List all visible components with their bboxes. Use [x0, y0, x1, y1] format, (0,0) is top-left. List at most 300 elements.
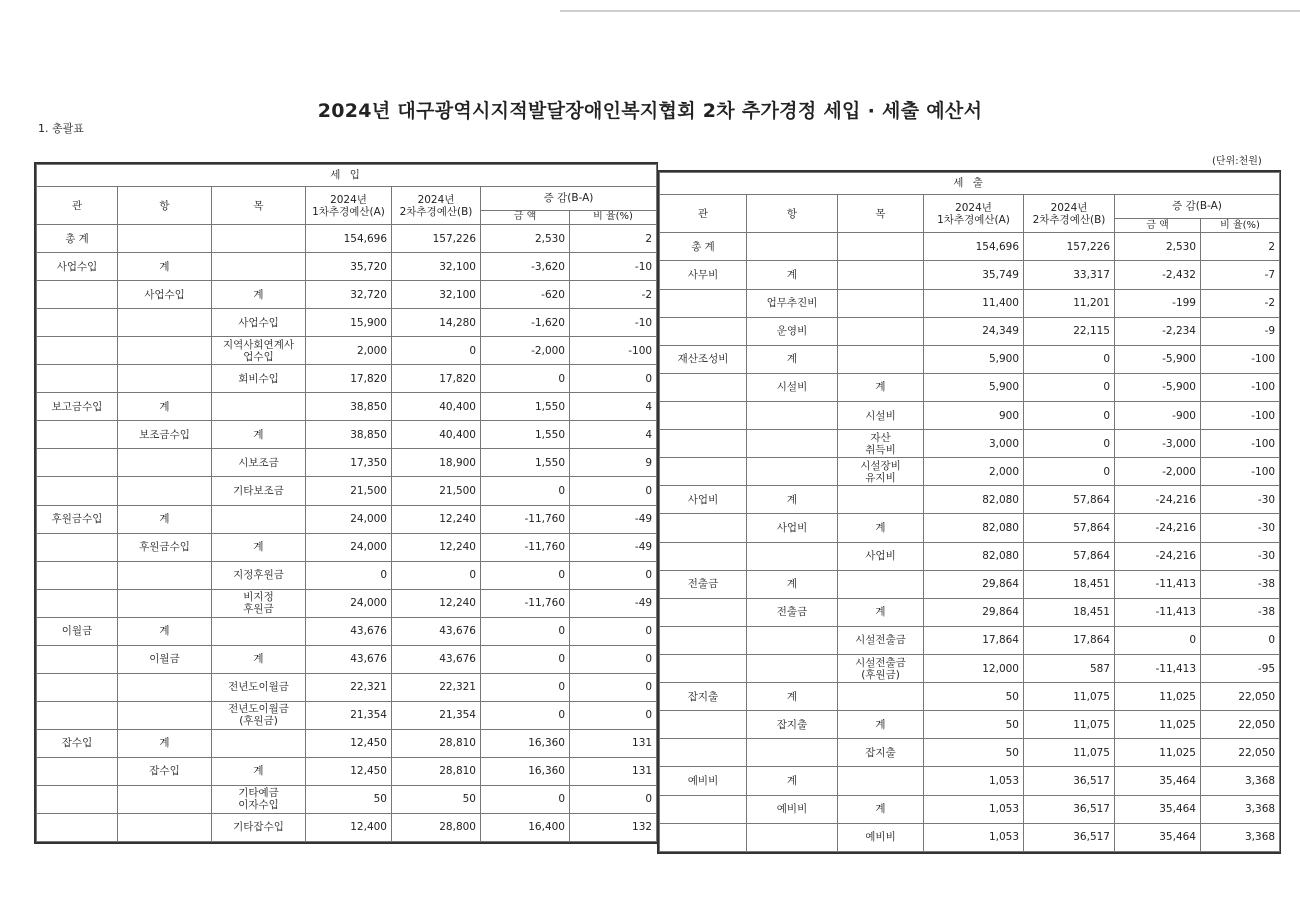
table-row — [660, 458, 1280, 486]
mok-cell: 사업비 — [838, 542, 924, 570]
budget-b-cell: 43,676 — [392, 617, 481, 645]
diff-ratio-cell: 3,368 — [1201, 795, 1280, 823]
revenue-table — [36, 164, 657, 842]
diff-ratio-cell: 131 — [570, 729, 657, 757]
table-row — [660, 486, 1280, 514]
mok-cell: 계 — [212, 757, 306, 785]
diff-ratio-cell: 22,050 — [1201, 711, 1280, 739]
gwan-cell — [37, 477, 118, 505]
diff-amount-cell: -11,413 — [1115, 598, 1201, 626]
hang-cell — [118, 813, 212, 841]
budget-b-cell: 0 — [1024, 430, 1115, 458]
hang-cell — [747, 430, 838, 458]
gwan-cell — [660, 317, 747, 345]
budget-a-cell: 3,000 — [924, 430, 1024, 458]
diff-amount-cell: -2,000 — [1115, 458, 1201, 486]
budget-b-cell: 22,115 — [1024, 317, 1115, 345]
diff-amount-cell: -1,620 — [481, 309, 570, 337]
budget-a-cell: 15,900 — [306, 309, 392, 337]
diff-amount-cell: -3,000 — [1115, 430, 1201, 458]
hang-cell — [747, 458, 838, 486]
table-row — [660, 823, 1280, 851]
diff-amount-cell: 16,400 — [481, 813, 570, 841]
col-hang: 항 — [747, 194, 838, 233]
hang-cell: 계 — [747, 767, 838, 795]
mok-cell: 시설비 — [838, 402, 924, 430]
mok-cell — [212, 393, 306, 421]
budget-b-cell: 12,240 — [392, 505, 481, 533]
diff-amount-cell: 0 — [481, 365, 570, 393]
mok-cell: 기타예금 이자수입 — [212, 785, 306, 813]
mok-cell — [838, 345, 924, 373]
hang-cell — [118, 589, 212, 617]
diff-amount-cell: 16,360 — [481, 729, 570, 757]
gwan-cell — [660, 514, 747, 542]
gwan-cell — [660, 711, 747, 739]
budget-a-cell: 35,749 — [924, 261, 1024, 289]
table-row — [37, 701, 657, 729]
budget-b-cell: 33,317 — [1024, 261, 1115, 289]
budget-a-cell: 11,400 — [924, 289, 1024, 317]
gwan-cell — [37, 281, 118, 309]
budget-a-cell: 17,820 — [306, 365, 392, 393]
mok-cell: 시설장비 유지비 — [838, 458, 924, 486]
table-row — [37, 645, 657, 673]
diff-ratio-cell: 0 — [570, 785, 657, 813]
hang-cell — [747, 626, 838, 654]
gwan-cell: 재산조성비 — [660, 345, 747, 373]
gwan-cell — [660, 289, 747, 317]
table-row — [660, 739, 1280, 767]
hang-cell: 계 — [118, 617, 212, 645]
col-amount: 금 액 — [1115, 218, 1201, 233]
diff-ratio-cell: -49 — [570, 589, 657, 617]
budget-b-cell: 12,240 — [392, 589, 481, 617]
hang-cell: 후원금수입 — [118, 533, 212, 561]
budget-b-cell: 32,100 — [392, 281, 481, 309]
hang-cell: 계 — [747, 683, 838, 711]
mok-cell: 기타잡수입 — [212, 813, 306, 841]
diff-amount-cell: -11,760 — [481, 505, 570, 533]
diff-amount-cell: 0 — [481, 477, 570, 505]
mok-cell: 전년도이월금 — [212, 673, 306, 701]
hang-cell: 계 — [118, 729, 212, 757]
col-budget-b: 2024년 2차추경예산(B) — [392, 186, 481, 224]
budget-a-cell: 0 — [306, 561, 392, 589]
budget-b-cell: 0 — [1024, 458, 1115, 486]
diff-amount-cell: -199 — [1115, 289, 1201, 317]
hang-cell — [118, 337, 212, 365]
table-row — [37, 785, 657, 813]
diff-ratio-cell: -95 — [1201, 655, 1280, 683]
diff-amount-cell: 0 — [481, 701, 570, 729]
col-gwan: 관 — [37, 186, 118, 224]
table-row — [37, 421, 657, 449]
col-budget-a: 2024년 1차추경예산(A) — [306, 186, 392, 224]
diff-ratio-cell: -30 — [1201, 486, 1280, 514]
mok-cell — [212, 225, 306, 253]
table-row — [660, 683, 1280, 711]
hang-cell — [118, 225, 212, 253]
section-heading: 1. 총괄표 — [38, 122, 84, 135]
diff-amount-cell: -11,413 — [1115, 655, 1201, 683]
table-row — [37, 393, 657, 421]
budget-a-cell: 32,720 — [306, 281, 392, 309]
budget-a-cell: 38,850 — [306, 393, 392, 421]
gwan-cell: 보고금수입 — [37, 393, 118, 421]
budget-a-cell: 21,500 — [306, 477, 392, 505]
table-row — [660, 430, 1280, 458]
gwan-cell — [37, 589, 118, 617]
hang-cell: 업무추진비 — [747, 289, 838, 317]
budget-b-cell: 14,280 — [392, 309, 481, 337]
gwan-cell — [660, 655, 747, 683]
hang-cell: 계 — [118, 393, 212, 421]
diff-amount-cell: -11,760 — [481, 589, 570, 617]
table-row — [660, 289, 1280, 317]
mok-cell — [212, 617, 306, 645]
budget-b-cell: 57,864 — [1024, 542, 1115, 570]
mok-cell — [838, 570, 924, 598]
budget-b-cell: 0 — [392, 561, 481, 589]
hang-cell — [118, 561, 212, 589]
table-row — [660, 233, 1280, 261]
table-row — [37, 365, 657, 393]
budget-b-cell: 0 — [1024, 345, 1115, 373]
diff-ratio-cell: -2 — [1201, 289, 1280, 317]
budget-a-cell: 154,696 — [306, 225, 392, 253]
diff-amount-cell: -11,760 — [481, 533, 570, 561]
budget-a-cell: 43,676 — [306, 645, 392, 673]
budget-b-cell: 11,075 — [1024, 739, 1115, 767]
budget-b-cell: 28,810 — [392, 729, 481, 757]
gwan-cell — [660, 598, 747, 626]
table-row — [37, 729, 657, 757]
budget-b-cell: 11,201 — [1024, 289, 1115, 317]
diff-amount-cell: 16,360 — [481, 757, 570, 785]
budget-b-cell: 40,400 — [392, 421, 481, 449]
budget-a-cell: 5,900 — [924, 345, 1024, 373]
budget-b-cell: 157,226 — [1024, 233, 1115, 261]
diff-ratio-cell: 4 — [570, 421, 657, 449]
budget-b-cell: 12,240 — [392, 533, 481, 561]
budget-a-cell: 2,000 — [924, 458, 1024, 486]
budget-b-cell: 28,800 — [392, 813, 481, 841]
diff-ratio-cell: -38 — [1201, 598, 1280, 626]
diff-amount-cell: 0 — [481, 785, 570, 813]
hang-cell: 사업비 — [747, 514, 838, 542]
col-gwan: 관 — [660, 194, 747, 233]
expense-table — [659, 172, 1280, 852]
hang-cell — [118, 449, 212, 477]
hang-cell: 계 — [118, 505, 212, 533]
hang-cell — [118, 673, 212, 701]
mok-cell — [212, 505, 306, 533]
table-row — [37, 253, 657, 281]
budget-b-cell: 57,864 — [1024, 514, 1115, 542]
col-amount: 금 액 — [481, 210, 570, 225]
diff-ratio-cell: 0 — [570, 645, 657, 673]
gwan-cell — [37, 365, 118, 393]
diff-ratio-cell: -49 — [570, 505, 657, 533]
diff-amount-cell: 11,025 — [1115, 711, 1201, 739]
diff-ratio-cell: -100 — [1201, 430, 1280, 458]
budget-a-cell: 17,864 — [924, 626, 1024, 654]
mok-cell: 계 — [212, 421, 306, 449]
mok-cell: 회비수입 — [212, 365, 306, 393]
diff-amount-cell: 1,550 — [481, 421, 570, 449]
hang-cell: 시설비 — [747, 373, 838, 401]
scan-edge-line — [560, 10, 1300, 12]
gwan-cell — [660, 626, 747, 654]
mok-cell: 계 — [838, 598, 924, 626]
budget-b-cell: 36,517 — [1024, 767, 1115, 795]
mok-cell — [212, 253, 306, 281]
budget-b-cell: 18,900 — [392, 449, 481, 477]
diff-amount-cell: 35,464 — [1115, 823, 1201, 851]
table-row — [37, 281, 657, 309]
col-budget-a: 2024년 1차추경예산(A) — [924, 194, 1024, 233]
budget-a-cell: 12,450 — [306, 757, 392, 785]
diff-amount-cell: -620 — [481, 281, 570, 309]
diff-amount-cell: 0 — [481, 561, 570, 589]
gwan-cell — [37, 337, 118, 365]
gwan-cell — [37, 421, 118, 449]
budget-b-cell: 587 — [1024, 655, 1115, 683]
budget-b-cell: 21,354 — [392, 701, 481, 729]
hang-cell: 계 — [747, 345, 838, 373]
diff-ratio-cell: -30 — [1201, 514, 1280, 542]
diff-ratio-cell: -2 — [570, 281, 657, 309]
col-mok: 목 — [838, 194, 924, 233]
hang-cell — [118, 701, 212, 729]
diff-ratio-cell: -100 — [1201, 458, 1280, 486]
diff-ratio-cell: -100 — [1201, 402, 1280, 430]
table-row — [660, 542, 1280, 570]
gwan-cell: 사업비 — [660, 486, 747, 514]
budget-b-cell: 21,500 — [392, 477, 481, 505]
diff-ratio-cell: -100 — [570, 337, 657, 365]
budget-b-cell: 22,321 — [392, 673, 481, 701]
table-row — [660, 345, 1280, 373]
table-row — [660, 711, 1280, 739]
budget-a-cell: 22,321 — [306, 673, 392, 701]
mok-cell: 시설전출금 — [838, 626, 924, 654]
gwan-cell — [660, 542, 747, 570]
hang-cell — [747, 823, 838, 851]
revenue-section-label: 세 입 — [37, 165, 657, 187]
mok-cell: 자산 취득비 — [838, 430, 924, 458]
diff-ratio-cell: -7 — [1201, 261, 1280, 289]
gwan-cell: 예비비 — [660, 767, 747, 795]
diff-amount-cell: 0 — [481, 673, 570, 701]
hang-cell: 예비비 — [747, 795, 838, 823]
mok-cell: 시설전출금 (후원금) — [838, 655, 924, 683]
diff-amount-cell: 35,464 — [1115, 767, 1201, 795]
budget-a-cell: 50 — [924, 739, 1024, 767]
mok-cell: 계 — [838, 514, 924, 542]
diff-amount-cell: -5,900 — [1115, 373, 1201, 401]
diff-ratio-cell: -100 — [1201, 345, 1280, 373]
budget-b-cell: 40,400 — [392, 393, 481, 421]
revenue-table-box — [34, 162, 658, 844]
budget-a-cell: 5,900 — [924, 373, 1024, 401]
mok-cell: 계 — [838, 795, 924, 823]
budget-b-cell: 0 — [1024, 373, 1115, 401]
gwan-cell: 후원금수입 — [37, 505, 118, 533]
mok-cell — [838, 486, 924, 514]
hang-cell: 운영비 — [747, 317, 838, 345]
mok-cell: 사업수입 — [212, 309, 306, 337]
budget-b-cell: 57,864 — [1024, 486, 1115, 514]
gwan-cell — [660, 823, 747, 851]
budget-b-cell: 11,075 — [1024, 711, 1115, 739]
hang-cell: 전출금 — [747, 598, 838, 626]
budget-a-cell: 21,354 — [306, 701, 392, 729]
diff-ratio-cell: 0 — [570, 561, 657, 589]
budget-b-cell: 18,451 — [1024, 570, 1115, 598]
table-row — [37, 757, 657, 785]
budget-a-cell: 29,864 — [924, 570, 1024, 598]
budget-a-cell: 24,000 — [306, 505, 392, 533]
gwan-cell — [37, 673, 118, 701]
budget-a-cell: 38,850 — [306, 421, 392, 449]
diff-amount-cell: -5,900 — [1115, 345, 1201, 373]
gwan-cell — [37, 785, 118, 813]
table-row — [660, 795, 1280, 823]
budget-a-cell: 82,080 — [924, 542, 1024, 570]
budget-a-cell: 50 — [924, 711, 1024, 739]
gwan-cell: 잡수입 — [37, 729, 118, 757]
budget-a-cell: 17,350 — [306, 449, 392, 477]
hang-cell — [118, 785, 212, 813]
hang-cell: 잡수입 — [118, 757, 212, 785]
gwan-cell — [660, 402, 747, 430]
diff-amount-cell: -24,216 — [1115, 514, 1201, 542]
mok-cell: 지정후원금 — [212, 561, 306, 589]
diff-ratio-cell: -100 — [1201, 373, 1280, 401]
col-budget-b: 2024년 2차추경예산(B) — [1024, 194, 1115, 233]
gwan-cell: 이월금 — [37, 617, 118, 645]
col-ratio: 비 율(%) — [1201, 218, 1280, 233]
diff-ratio-cell: -38 — [1201, 570, 1280, 598]
diff-amount-cell: -3,620 — [481, 253, 570, 281]
budget-a-cell: 82,080 — [924, 514, 1024, 542]
gwan-cell — [37, 645, 118, 673]
diff-ratio-cell: 2 — [1201, 233, 1280, 261]
mok-cell: 계 — [838, 711, 924, 739]
diff-ratio-cell: 0 — [570, 673, 657, 701]
diff-ratio-cell: -49 — [570, 533, 657, 561]
gwan-cell — [37, 449, 118, 477]
table-row — [37, 617, 657, 645]
hang-cell: 잡지출 — [747, 711, 838, 739]
gwan-cell — [660, 430, 747, 458]
mok-cell — [838, 261, 924, 289]
diff-amount-cell: 35,464 — [1115, 795, 1201, 823]
gwan-cell — [660, 739, 747, 767]
gwan-cell — [37, 309, 118, 337]
hang-cell — [118, 365, 212, 393]
mok-cell: 예비비 — [838, 823, 924, 851]
budget-a-cell: 43,676 — [306, 617, 392, 645]
mok-cell — [838, 317, 924, 345]
diff-amount-cell: 2,530 — [481, 225, 570, 253]
diff-ratio-cell: 9 — [570, 449, 657, 477]
hang-cell — [747, 542, 838, 570]
hang-cell — [747, 402, 838, 430]
diff-ratio-cell: 4 — [570, 393, 657, 421]
diff-ratio-cell: 3,368 — [1201, 823, 1280, 851]
budget-a-cell: 50 — [306, 785, 392, 813]
diff-ratio-cell: 131 — [570, 757, 657, 785]
table-row — [660, 655, 1280, 683]
expense-section-label: 세 출 — [660, 173, 1280, 195]
mok-cell — [838, 683, 924, 711]
budget-a-cell: 2,000 — [306, 337, 392, 365]
table-row — [660, 402, 1280, 430]
budget-b-cell: 18,451 — [1024, 598, 1115, 626]
gwan-cell: 총 계 — [660, 233, 747, 261]
mok-cell: 계 — [212, 645, 306, 673]
budget-b-cell: 43,676 — [392, 645, 481, 673]
budget-a-cell: 50 — [924, 683, 1024, 711]
table-row — [660, 570, 1280, 598]
table-row — [660, 317, 1280, 345]
table-row — [37, 561, 657, 589]
diff-ratio-cell: -30 — [1201, 542, 1280, 570]
diff-ratio-cell: 0 — [1201, 626, 1280, 654]
budget-a-cell: 82,080 — [924, 486, 1024, 514]
mok-cell: 계 — [212, 281, 306, 309]
budget-a-cell: 900 — [924, 402, 1024, 430]
diff-ratio-cell: -10 — [570, 309, 657, 337]
mok-cell — [838, 289, 924, 317]
diff-amount-cell: -11,413 — [1115, 570, 1201, 598]
table-row — [37, 477, 657, 505]
table-row — [37, 225, 657, 253]
diff-amount-cell: -24,216 — [1115, 486, 1201, 514]
diff-ratio-cell: -9 — [1201, 317, 1280, 345]
diff-amount-cell: -2,000 — [481, 337, 570, 365]
diff-ratio-cell: 132 — [570, 813, 657, 841]
diff-amount-cell: -2,432 — [1115, 261, 1201, 289]
hang-cell — [747, 739, 838, 767]
mok-cell: 계 — [212, 533, 306, 561]
mok-cell: 비지정 후원금 — [212, 589, 306, 617]
budget-b-cell: 17,820 — [392, 365, 481, 393]
budget-b-cell: 28,810 — [392, 757, 481, 785]
col-ratio: 비 율(%) — [570, 210, 657, 225]
table-row — [37, 449, 657, 477]
budget-a-cell: 12,400 — [306, 813, 392, 841]
table-row — [37, 673, 657, 701]
hang-cell: 보조금수입 — [118, 421, 212, 449]
diff-ratio-cell: 22,050 — [1201, 683, 1280, 711]
gwan-cell — [37, 813, 118, 841]
mok-cell — [838, 767, 924, 795]
mok-cell: 전년도이월금 (후원금) — [212, 701, 306, 729]
budget-a-cell: 29,864 — [924, 598, 1024, 626]
table-row — [37, 813, 657, 841]
gwan-cell — [660, 795, 747, 823]
hang-cell: 이월금 — [118, 645, 212, 673]
gwan-cell — [37, 701, 118, 729]
col-hang: 항 — [118, 186, 212, 224]
mok-cell: 계 — [838, 373, 924, 401]
table-row — [660, 626, 1280, 654]
budget-b-cell: 17,864 — [1024, 626, 1115, 654]
